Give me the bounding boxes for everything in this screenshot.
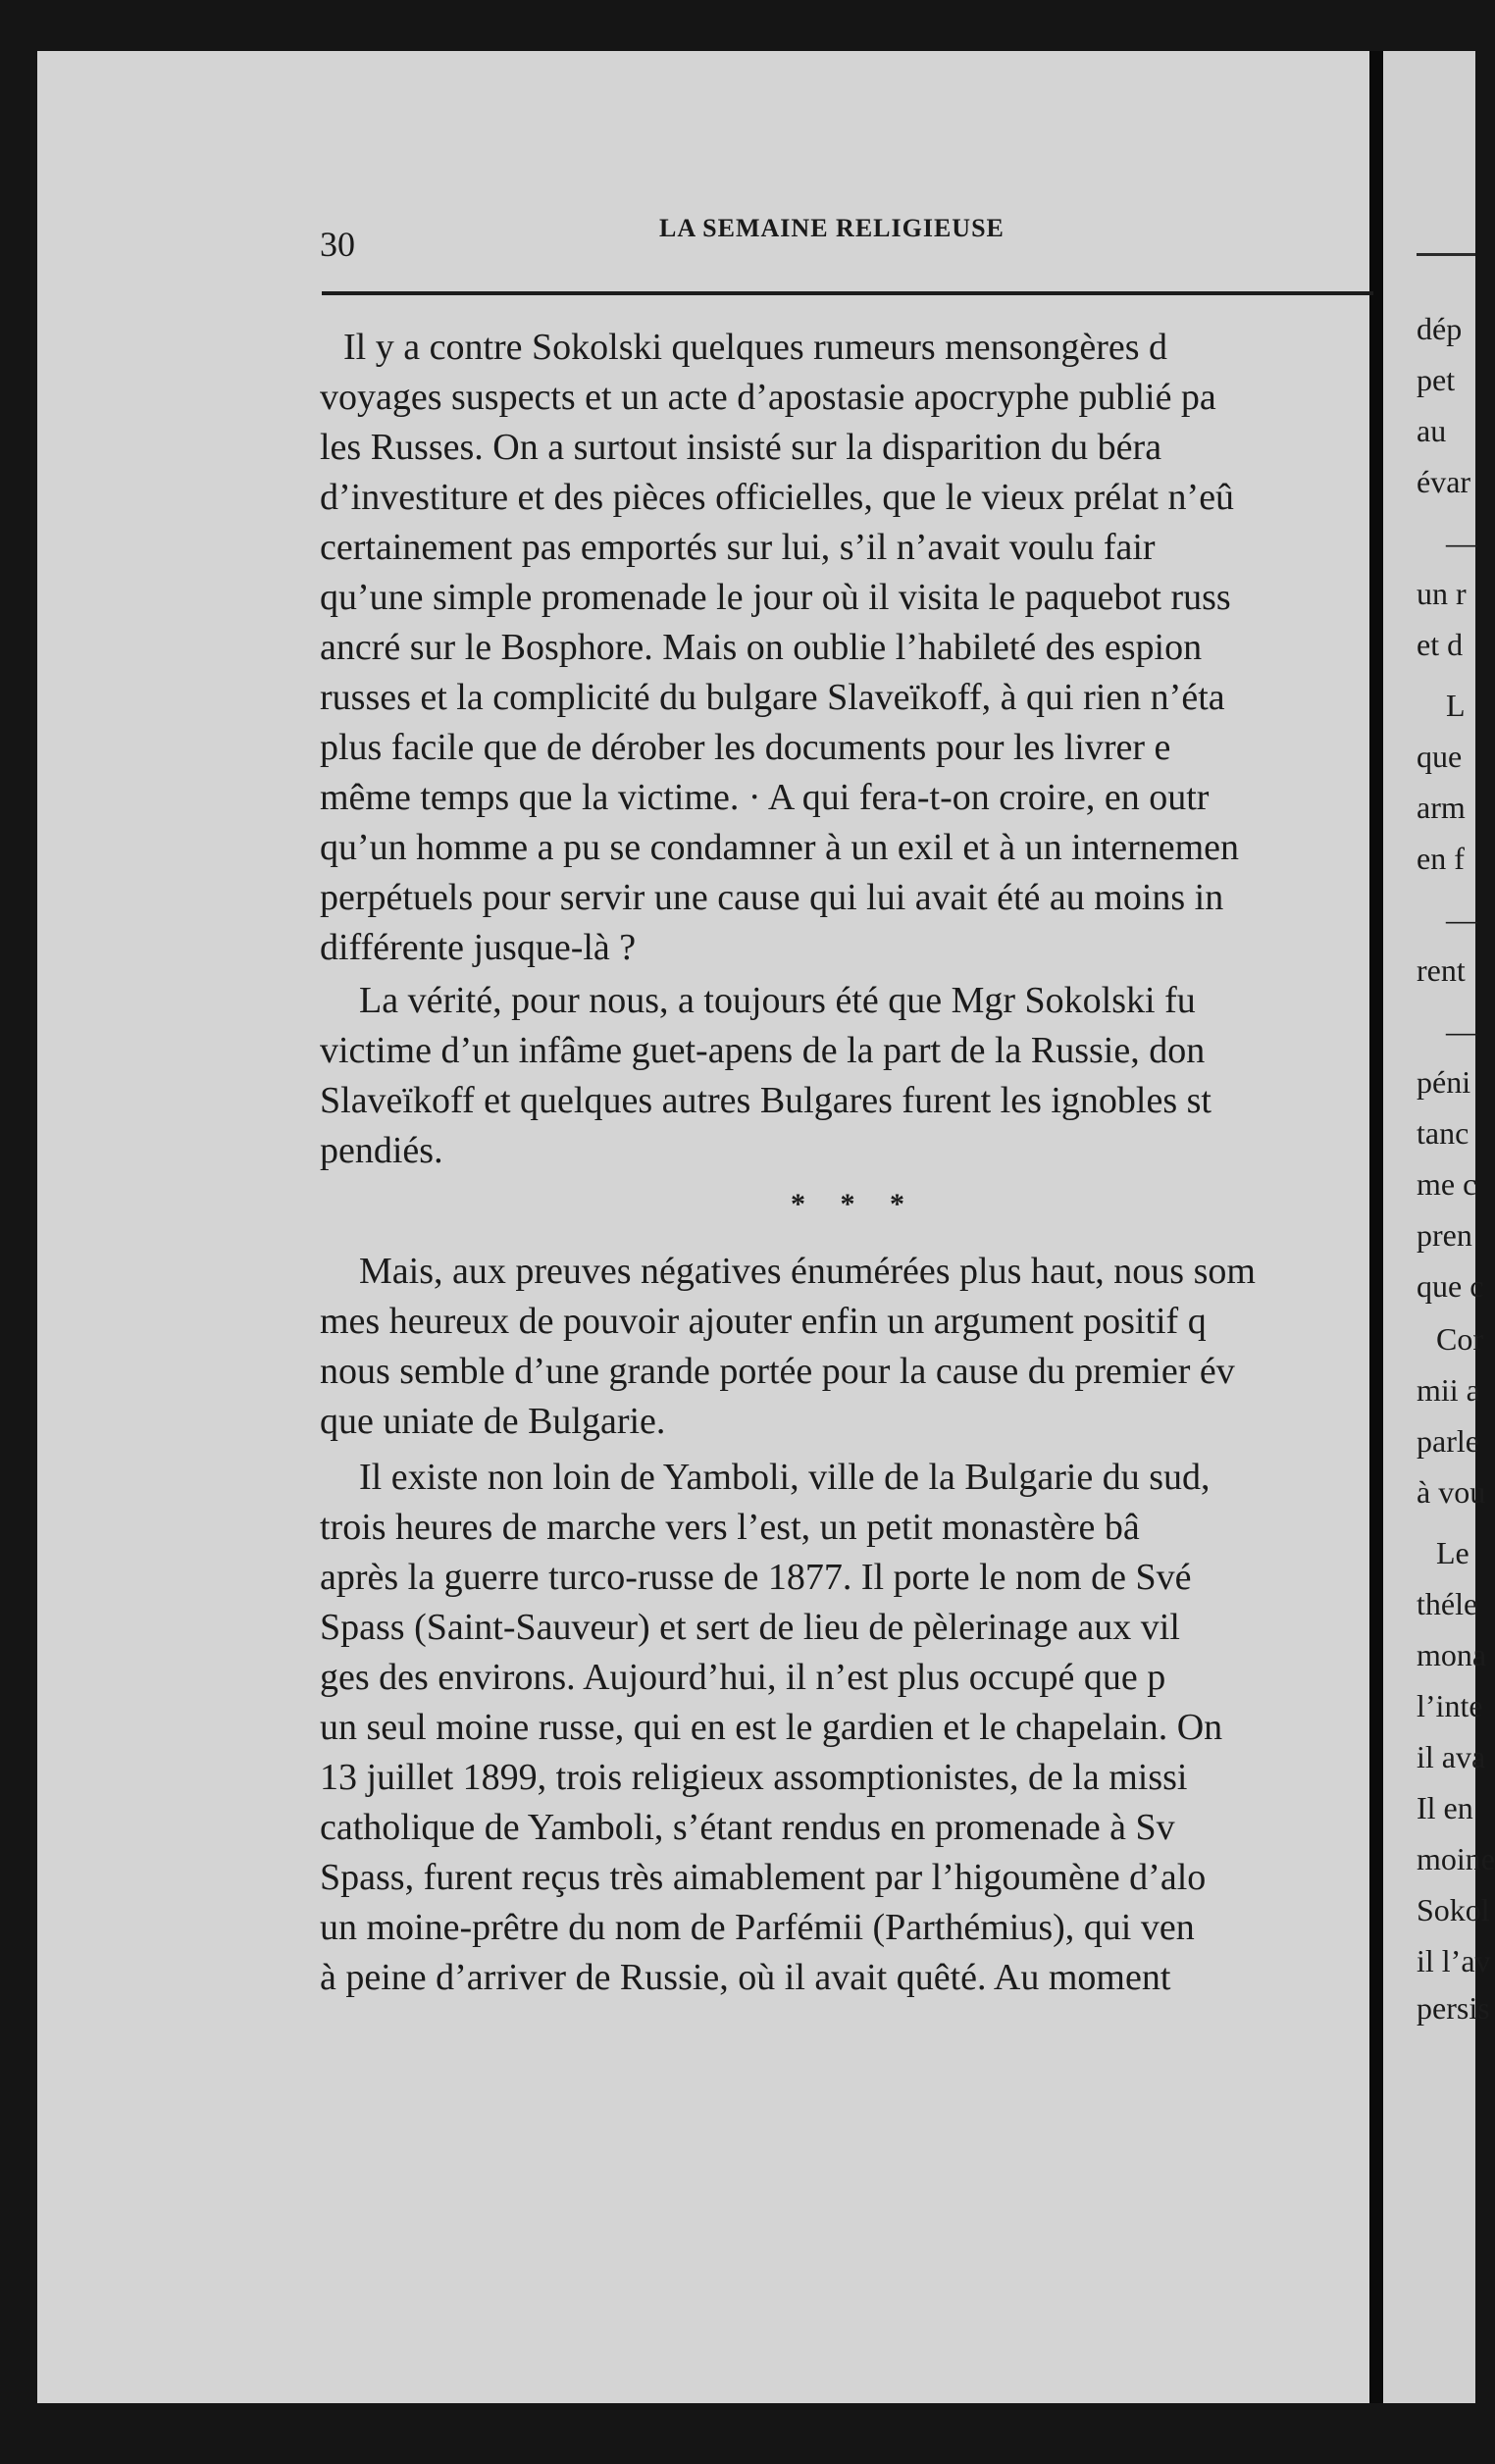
text-line: différente jusque-là ? [320, 927, 637, 968]
right-page-text-fragments [1417, 294, 1495, 2026]
text-line: victime d’un infâme guet-apens de la part de la Russie, don [320, 1030, 1206, 1071]
right-text-fragment: Cor [1436, 1321, 1483, 1357]
text-line: que uniate de Bulgarie. [320, 1401, 666, 1442]
text-line: Spass (Saint-Sauveur) et sert de lieu de pèlerinage aux vil [320, 1607, 1180, 1648]
right-text-fragment: et d [1417, 627, 1464, 662]
header-rule [322, 291, 1373, 295]
right-text-fragment: pren [1417, 1217, 1472, 1253]
right-text-fragment: théle [1417, 1586, 1478, 1621]
text-line: les Russes. On a surtout insisté sur la disparition du béra [320, 427, 1162, 468]
right-text-fragment: mona [1417, 1637, 1487, 1672]
text-line: russes et la complicité du bulgare Slaveïkoff, à qui rien n’éta [320, 677, 1225, 718]
right-text-fragment: mii a [1417, 1372, 1480, 1408]
right-text-fragment: moine [1417, 1841, 1495, 1876]
right-text-fragment: au [1417, 413, 1447, 448]
right-text-fragment: que [1417, 739, 1463, 774]
text-line: 13 juillet 1899, trois religieux assomptionistes, de la missi [320, 1757, 1188, 1798]
text-line: pendiés. [320, 1130, 443, 1171]
right-text-fragment: L [1446, 688, 1466, 723]
text-line: nous semble d’une grande portée pour la cause du premier év [320, 1351, 1235, 1392]
right-text-fragment: à vou [1417, 1474, 1486, 1510]
text-line: Il existe non loin de Yamboli, ville de la Bulgarie du sud, [359, 1457, 1211, 1498]
right-text-fragment: parle [1417, 1423, 1479, 1459]
text-line: qu’une simple promenade le jour où il visita le paquebot russ [320, 577, 1231, 618]
right-page-header-rule [1417, 253, 1475, 256]
page-number: 30 [320, 225, 355, 264]
text-line: Slaveïkoff et quelques autres Bulgares furent les ignobles st [320, 1080, 1211, 1121]
text-line: un seul moine russe, qui en est le gardien et le chapelain. On [320, 1707, 1223, 1748]
text-line: certainement pas emportés sur lui, s’il n’avait voulu fair [320, 527, 1156, 568]
text-line: ges des environs. Aujourd’hui, il n’est plus occupé que p [320, 1657, 1166, 1698]
text-line: même temps que la victime. · A qui fera-t-on croire, en outr [320, 777, 1210, 818]
right-text-fragment: Il en [1417, 1790, 1473, 1825]
right-text-fragment: dép [1417, 311, 1463, 346]
right-text-fragment: que c [1417, 1268, 1484, 1304]
running-title: LA SEMAINE RELIGIEUSE [659, 214, 1005, 242]
text-line: ancré sur le Bosphore. Mais on oublie l’habileté des espion [320, 627, 1203, 668]
text-line: La vérité, pour nous, a toujours été que Mgr Sokolski fu [359, 980, 1196, 1021]
text-line: un moine-prêtre du nom de Parfémii (Parthémius), qui ven [320, 1907, 1195, 1948]
text-line: voyages suspects et un acte d’apostasie apocryphe publié pa [320, 377, 1216, 418]
right-text-fragment: l’inte [1417, 1688, 1483, 1723]
right-text-fragment: en f [1417, 841, 1465, 876]
text-line: mes heureux de pouvoir ajouter enfin un argument positif q [320, 1301, 1207, 1342]
right-text-fragment: arm [1417, 790, 1466, 825]
text-line: à peine d’arriver de Russie, où il avait quêté. Au moment [320, 1957, 1171, 1998]
right-text-fragment: persis [1417, 1990, 1490, 2026]
right-text-fragment: il l’av [1417, 1943, 1491, 1978]
right-text-fragment: un r [1417, 576, 1467, 611]
text-line: perpétuels pour servir une cause qui lui avait été au moins in [320, 877, 1224, 918]
right-text-fragment: — [1446, 1013, 1477, 1049]
section-separator: * * * [791, 1188, 918, 1220]
right-text-fragment: péni [1417, 1064, 1471, 1100]
text-line: trois heures de marche vers l’est, un petit monastère bâ [320, 1507, 1140, 1548]
text-line: plus facile que de dérober les documents pour les livrer e [320, 727, 1171, 768]
text-line: catholique de Yamboli, s’étant rendus en promenade à Sv [320, 1807, 1175, 1848]
text-line: Il y a contre Sokolski quelques rumeurs mensongères d [343, 327, 1168, 368]
text-line: Mais, aux preuves négatives énumérées plus haut, nous som [359, 1251, 1256, 1292]
right-text-fragment: il ava [1417, 1739, 1486, 1774]
text-line: qu’un homme a pu se condamner à un exil et à un internemen [320, 827, 1240, 868]
right-text-fragment: — [1446, 525, 1477, 560]
right-text-fragment: pet [1417, 362, 1456, 397]
body-text-column [320, 322, 1369, 2009]
text-line: Spass, furent reçus très aimablement par l’higoumène d’alo [320, 1857, 1207, 1898]
right-text-fragment: Sokol [1417, 1892, 1490, 1927]
text-line: d’investiture et des pièces officielles, que le vieux prélat n’eû [320, 477, 1235, 518]
text-line: après la guerre turco-russe de 1877. Il porte le nom de Své [320, 1557, 1192, 1598]
right-text-fragment: Le [1436, 1535, 1469, 1570]
right-text-fragment: évar [1417, 464, 1471, 499]
right-text-fragment: me c [1417, 1166, 1477, 1202]
book-gutter [1369, 51, 1383, 2403]
right-text-fragment: — [1446, 901, 1477, 937]
right-text-fragment: tanc [1417, 1115, 1469, 1151]
right-text-fragment: rent [1417, 952, 1466, 988]
